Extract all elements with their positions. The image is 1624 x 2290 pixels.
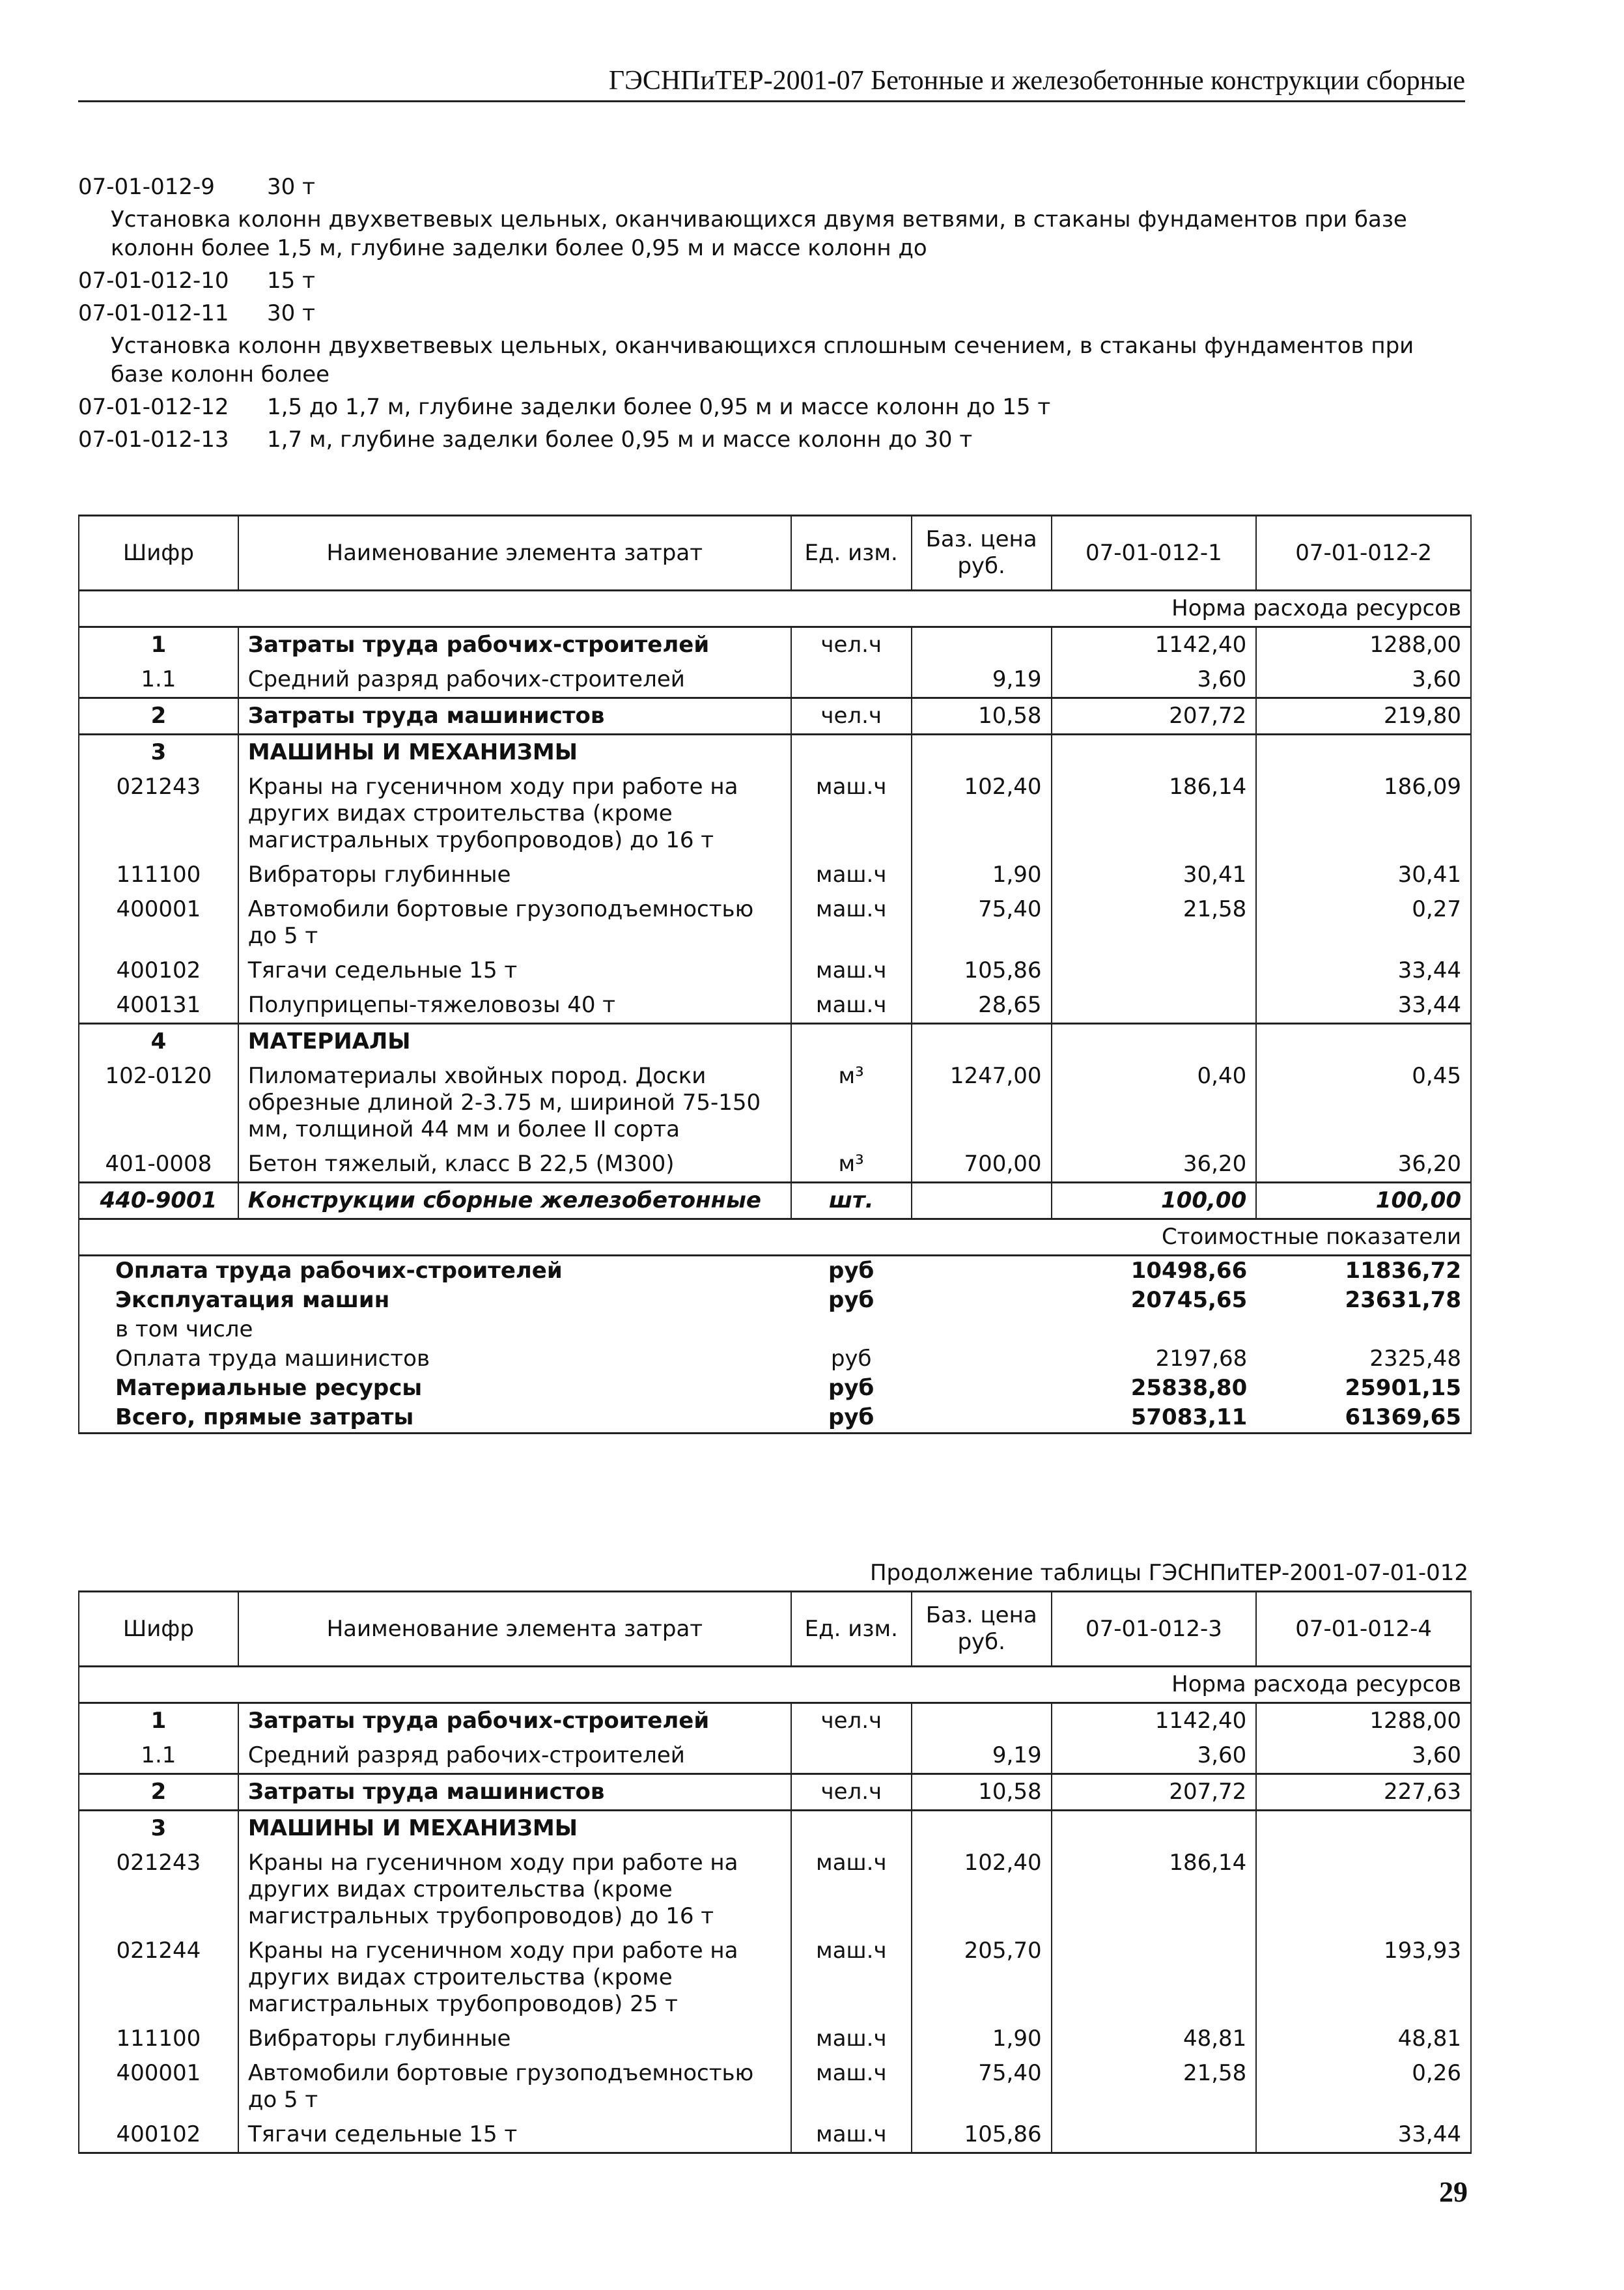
- cost-value-1: 10498,66: [1130, 1258, 1248, 1284]
- cost-name: Оплата труда машинистов: [79, 1344, 791, 1374]
- row-base-price: 105,86: [912, 2117, 1052, 2153]
- cost-unit: руб: [791, 1403, 912, 1434]
- row-value-1: 3,60: [1052, 1738, 1257, 1774]
- row-base-price: 1247,00: [912, 1059, 1052, 1147]
- row-value-1: 1142,40: [1052, 1703, 1257, 1739]
- table-row: [79, 1024, 1471, 1060]
- row-value-2: 0,26: [1256, 2056, 1471, 2117]
- header-price: Баз. цена руб.: [912, 516, 1052, 591]
- header-column-2: 07-01-012-2: [1256, 516, 1471, 591]
- row-unit: [791, 1024, 912, 1060]
- cost-value-2: [1256, 1315, 1471, 1344]
- row-value-1: 30,41: [1052, 858, 1257, 892]
- table-row: [79, 858, 1471, 892]
- row-name: МАТЕРИАЛЫ: [238, 1024, 791, 1060]
- cost-row: [79, 1256, 1471, 1286]
- cost-row: [79, 1315, 1471, 1344]
- header-column-1: 07-01-012-1: [1052, 516, 1257, 591]
- table-row: [79, 662, 1471, 698]
- norm-description: Установка колонн двухветвевых цельных, оканчивающихся сплошным сечением, в стаканы фундаментов при базе колонн более: [111, 333, 1414, 388]
- table-row: [79, 1738, 1471, 1774]
- band-row: [79, 1667, 1471, 1703]
- row-base-price: 105,86: [912, 954, 1052, 988]
- row-unit: чел.ч: [791, 698, 912, 735]
- table-row: [79, 2022, 1471, 2056]
- cost-value-1: 2197,68: [1155, 1346, 1248, 1372]
- row-name: Автомобили бортовые грузоподъемностью до 5 т: [238, 2056, 791, 2117]
- row-value-1: [1052, 2117, 1257, 2153]
- row-value-2: [1256, 1024, 1471, 1060]
- cost-value-1: 25838,80: [1130, 1375, 1248, 1401]
- row-base-price: 10,58: [912, 1774, 1052, 1811]
- cost-name: Эксплуатация машин: [79, 1286, 791, 1315]
- row-unit: чел.ч: [791, 627, 912, 663]
- row-code: 401-0008: [79, 1147, 238, 1183]
- band-label: Норма расхода ресурсов: [79, 591, 1471, 627]
- row-value-2: 100,00: [1256, 1183, 1471, 1219]
- row-name: Средний разряд рабочих-строителей: [238, 1738, 791, 1774]
- row-value-1: 21,58: [1052, 892, 1257, 954]
- intro-section: [78, 173, 1472, 458]
- row-value-2: 36,20: [1256, 1147, 1471, 1183]
- row-base-price: 205,70: [912, 1934, 1052, 2022]
- row-value-2: 3,60: [1256, 1738, 1471, 1774]
- cost-value-1: 20745,65: [1130, 1287, 1248, 1313]
- row-base-price: 10,58: [912, 698, 1052, 735]
- table-header-row: [79, 1592, 1471, 1667]
- norm-code: 07-01-012-10: [78, 268, 229, 294]
- cost-value-2: 25901,15: [1256, 1374, 1471, 1403]
- row-value-2: 219,80: [1256, 698, 1471, 735]
- intro-row: [78, 173, 1472, 201]
- row-code: 440-9001: [79, 1183, 238, 1219]
- cost-name: Материальные ресурсы: [79, 1374, 791, 1403]
- row-value-2: 186,09: [1256, 770, 1471, 858]
- row-base-price: [912, 1024, 1052, 1060]
- cost-price-empty: [912, 1403, 1052, 1434]
- header-column-1: 07-01-012-3: [1052, 1592, 1257, 1667]
- cost-value-2: 23631,78: [1256, 1286, 1471, 1315]
- header-name: Наименование элемента затрат: [238, 516, 791, 591]
- row-base-price: [912, 735, 1052, 770]
- row-value-1: 186,14: [1052, 1846, 1257, 1934]
- row-value-1: 3,60: [1052, 662, 1257, 698]
- row-base-price: 9,19: [912, 1738, 1052, 1774]
- row-code: 102-0120: [79, 1059, 238, 1147]
- row-unit: маш.ч: [791, 2117, 912, 2153]
- row-value-1: 0,40: [1052, 1059, 1257, 1147]
- row-unit: чел.ч: [791, 1703, 912, 1739]
- row-value-2: 33,44: [1256, 988, 1471, 1024]
- row-name: Средний разряд рабочих-строителей: [238, 662, 791, 698]
- row-code: 1: [79, 627, 238, 663]
- row-code: 1.1: [79, 662, 238, 698]
- row-name: Полуприцепы-тяжеловозы 40 т: [238, 988, 791, 1024]
- header-name: Наименование элемента затрат: [238, 1592, 791, 1667]
- row-name: МАШИНЫ И МЕХАНИЗМЫ: [238, 735, 791, 770]
- norm-text: 15 т: [267, 268, 315, 294]
- header-unit: Ед. изм.: [791, 516, 912, 591]
- table-row: [79, 2117, 1471, 2153]
- row-value-1: [1052, 954, 1257, 988]
- resource-table-1: [78, 515, 1472, 1434]
- row-unit: чел.ч: [791, 1774, 912, 1811]
- table-row: [79, 892, 1471, 954]
- cost-value-1: 57083,11: [1052, 1403, 1257, 1434]
- row-name: Затраты труда рабочих-строителей: [238, 1703, 791, 1739]
- norm-description: Установка колонн двухветвевых цельных, оканчивающихся двумя ветвями, в стаканы фундаментов при базе колонн более 1,5 м, глубине заделки более 0,95 м и массе колонн до: [111, 206, 1407, 261]
- row-unit: маш.ч: [791, 1846, 912, 1934]
- row-base-price: [912, 1183, 1052, 1219]
- cost-value-1: [1052, 1315, 1257, 1344]
- row-code: 111100: [79, 2022, 238, 2056]
- running-header: ГЭСНПиТЕР-2001-07 Бетонные и железобетонные конструкции сборные: [78, 65, 1465, 102]
- row-base-price: [912, 627, 1052, 663]
- row-name: Затраты труда машинистов: [238, 1774, 791, 1811]
- row-code: 3: [79, 1811, 238, 1846]
- row-unit: маш.ч: [791, 892, 912, 954]
- row-value-2: 3,60: [1256, 662, 1471, 698]
- table-row: [79, 627, 1471, 663]
- row-value-1: [1052, 735, 1257, 770]
- row-base-price: 75,40: [912, 892, 1052, 954]
- band-label: Норма расхода ресурсов: [79, 1667, 1471, 1703]
- row-unit: м³: [791, 1059, 912, 1147]
- intro-row: [78, 299, 1472, 328]
- cost-price-empty: [912, 1344, 1052, 1374]
- row-code: 3: [79, 735, 238, 770]
- norm-code: 07-01-012-12: [78, 394, 229, 420]
- cost-unit: руб: [828, 1258, 875, 1284]
- row-name: Затраты труда рабочих-строителей: [238, 627, 791, 663]
- norm-text: 30 т: [267, 174, 315, 200]
- row-value-1: 36,20: [1052, 1147, 1257, 1183]
- intro-row: [78, 266, 1472, 295]
- row-value-2: 48,81: [1256, 2022, 1471, 2056]
- band-row: [79, 591, 1471, 627]
- row-value-1: 100,00: [1052, 1183, 1257, 1219]
- row-value-2: [1256, 1846, 1471, 1934]
- row-value-1: [1052, 1024, 1257, 1060]
- row-code: 2: [79, 698, 238, 735]
- row-code: 021243: [79, 770, 238, 858]
- row-unit: маш.ч: [791, 954, 912, 988]
- row-code: 400001: [79, 892, 238, 954]
- row-name: МАШИНЫ И МЕХАНИЗМЫ: [238, 1811, 791, 1846]
- row-base-price: 75,40: [912, 2056, 1052, 2117]
- row-value-2: 227,63: [1256, 1774, 1471, 1811]
- norm-code: 07-01-012-13: [78, 427, 229, 453]
- table-row: [79, 1934, 1471, 2022]
- row-value-1: [1052, 988, 1257, 1024]
- row-value-2: 33,44: [1256, 954, 1471, 988]
- row-value-2: 33,44: [1256, 2117, 1471, 2153]
- row-value-1: [1052, 1934, 1257, 2022]
- row-value-1: 48,81: [1052, 2022, 1257, 2056]
- table-row: [79, 954, 1471, 988]
- row-unit: маш.ч: [791, 2022, 912, 2056]
- row-base-price: 700,00: [912, 1147, 1052, 1183]
- row-value-2: 1288,00: [1256, 1703, 1471, 1739]
- row-base-price: 9,19: [912, 662, 1052, 698]
- cost-row: [79, 1374, 1471, 1403]
- cost-price-empty: [912, 1374, 1052, 1403]
- norm-code: 07-01-012-11: [78, 300, 229, 326]
- row-base-price: [912, 1703, 1052, 1739]
- row-base-price: 28,65: [912, 988, 1052, 1024]
- row-name: Вибраторы глубинные: [238, 2022, 791, 2056]
- row-name: Вибраторы глубинные: [238, 858, 791, 892]
- row-value-2: 193,93: [1256, 1934, 1471, 2022]
- row-base-price: [912, 1811, 1052, 1846]
- row-unit: маш.ч: [791, 1934, 912, 2022]
- cost-name: в том числе: [79, 1315, 791, 1344]
- table-row: [79, 770, 1471, 858]
- row-name: Краны на гусеничном ходу при работе на других видах строительства (кроме магистральных трубопроводов) 25 т: [238, 1934, 791, 2022]
- norm-code: 07-01-012-9: [78, 174, 215, 200]
- header-price: Баз. цена руб.: [912, 1592, 1052, 1667]
- row-code: 400102: [79, 954, 238, 988]
- cost-price-empty: [912, 1256, 1052, 1286]
- row-name: Тягачи седельные 15 т: [238, 954, 791, 988]
- row-value-1: 186,14: [1052, 770, 1257, 858]
- cost-name: Оплата труда рабочих-строителей: [79, 1256, 791, 1286]
- row-name: Конструкции сборные железобетонные: [238, 1183, 791, 1219]
- norm-text: 1,5 до 1,7 м, глубине заделки более 0,95 м и массе колонн до 15 т: [267, 394, 1051, 420]
- row-unit: маш.ч: [791, 2056, 912, 2117]
- table-row: [79, 1183, 1471, 1219]
- row-value-1: 21,58: [1052, 2056, 1257, 2117]
- table-row: [79, 735, 1471, 770]
- table-row: [79, 1147, 1471, 1183]
- norm-text: 1,7 м, глубине заделки более 0,95 м и массе колонн до 30 т: [267, 427, 973, 453]
- cost-value-2: 11836,72: [1256, 1256, 1471, 1286]
- row-value-2: [1256, 1811, 1471, 1846]
- cost-unit: руб: [830, 1346, 872, 1372]
- row-value-1: [1052, 1811, 1257, 1846]
- cost-value-2: 61369,65: [1256, 1403, 1471, 1434]
- row-value-2: 30,41: [1256, 858, 1471, 892]
- resource-table-2: [78, 1590, 1472, 2154]
- row-code: 400102: [79, 2117, 238, 2153]
- cost-row: [79, 1403, 1471, 1434]
- header-code: Шифр: [79, 1592, 238, 1667]
- row-name: Затраты труда машинистов: [238, 698, 791, 735]
- header-unit: Ед. изм.: [791, 1592, 912, 1667]
- row-code: 400001: [79, 2056, 238, 2117]
- row-code: 400131: [79, 988, 238, 1024]
- cost-row: [79, 1286, 1471, 1315]
- row-unit: [791, 735, 912, 770]
- header-column-2: 07-01-012-4: [1256, 1592, 1471, 1667]
- table-row: [79, 1811, 1471, 1846]
- band-row: [79, 1219, 1471, 1256]
- row-name: Пиломатериалы хвойных пород. Доски обрезные длиной 2-3.75 м, шириной 75-150 мм, толщиной 44 мм и более II сорта: [238, 1059, 791, 1147]
- cost-name: Всего, прямые затраты: [79, 1403, 791, 1434]
- row-base-price: 1,90: [912, 858, 1052, 892]
- cost-price-empty: [912, 1286, 1052, 1315]
- row-name: Краны на гусеничном ходу при работе на других видах строительства (кроме магистральных трубопроводов) до 16 т: [238, 770, 791, 858]
- row-code: 2: [79, 1774, 238, 1811]
- cost-unit: руб: [828, 1375, 875, 1401]
- header-code: Шифр: [79, 516, 238, 591]
- table-row: [79, 698, 1471, 735]
- row-name: Бетон тяжелый, класс В 22,5 (М300): [238, 1147, 791, 1183]
- table-row: [79, 988, 1471, 1024]
- row-name: Краны на гусеничном ходу при работе на других видах строительства (кроме магистральных трубопроводов) до 16 т: [238, 1846, 791, 1934]
- row-value-1: 207,72: [1052, 698, 1257, 735]
- row-value-1: 1142,40: [1052, 627, 1257, 663]
- row-value-2: 0,27: [1256, 892, 1471, 954]
- row-value-2: 1288,00: [1256, 627, 1471, 663]
- cost-unit: [791, 1315, 912, 1344]
- table-row: [79, 1059, 1471, 1147]
- row-value-2: [1256, 735, 1471, 770]
- row-base-price: 102,40: [912, 1846, 1052, 1934]
- table-row: [79, 1703, 1471, 1739]
- row-unit: [791, 1811, 912, 1846]
- row-code: 021244: [79, 1934, 238, 2022]
- continuation-caption: Продолжение таблицы ГЭСНПиТЕР-2001-07-01-012: [869, 1560, 1468, 1586]
- table-row: [79, 1774, 1471, 1811]
- cost-value-2: 2325,48: [1256, 1344, 1471, 1374]
- page-number: 29: [1439, 2176, 1468, 2208]
- norm-text: 30 т: [267, 300, 315, 326]
- cost-unit: руб: [828, 1287, 875, 1313]
- row-code: 4: [79, 1024, 238, 1060]
- row-unit: [791, 1738, 912, 1774]
- row-unit: [791, 662, 912, 698]
- row-value-2: 0,45: [1256, 1059, 1471, 1147]
- row-base-price: 102,40: [912, 770, 1052, 858]
- row-name: Тягачи седельные 15 т: [238, 2117, 791, 2153]
- row-value-1: 207,72: [1052, 1774, 1257, 1811]
- cost-price-empty: [912, 1315, 1052, 1344]
- cost-row: [79, 1344, 1471, 1374]
- table-row: [79, 1846, 1471, 1934]
- row-name: Автомобили бортовые грузоподъемностью до 5 т: [238, 892, 791, 954]
- band-label: Стоимостные показатели: [79, 1219, 1471, 1256]
- row-code: 1: [79, 1703, 238, 1739]
- row-unit: маш.ч: [791, 858, 912, 892]
- table-header-row: [79, 516, 1471, 591]
- row-base-price: 1,90: [912, 2022, 1052, 2056]
- row-unit: м³: [791, 1147, 912, 1183]
- row-code: 1.1: [79, 1738, 238, 1774]
- intro-row: [78, 425, 1472, 454]
- table-row: [79, 2056, 1471, 2117]
- row-unit: маш.ч: [791, 770, 912, 858]
- row-code: 021243: [79, 1846, 238, 1934]
- row-unit: маш.ч: [791, 988, 912, 1024]
- row-code: 111100: [79, 858, 238, 892]
- row-unit: шт.: [791, 1183, 912, 1219]
- intro-row: [78, 393, 1472, 421]
